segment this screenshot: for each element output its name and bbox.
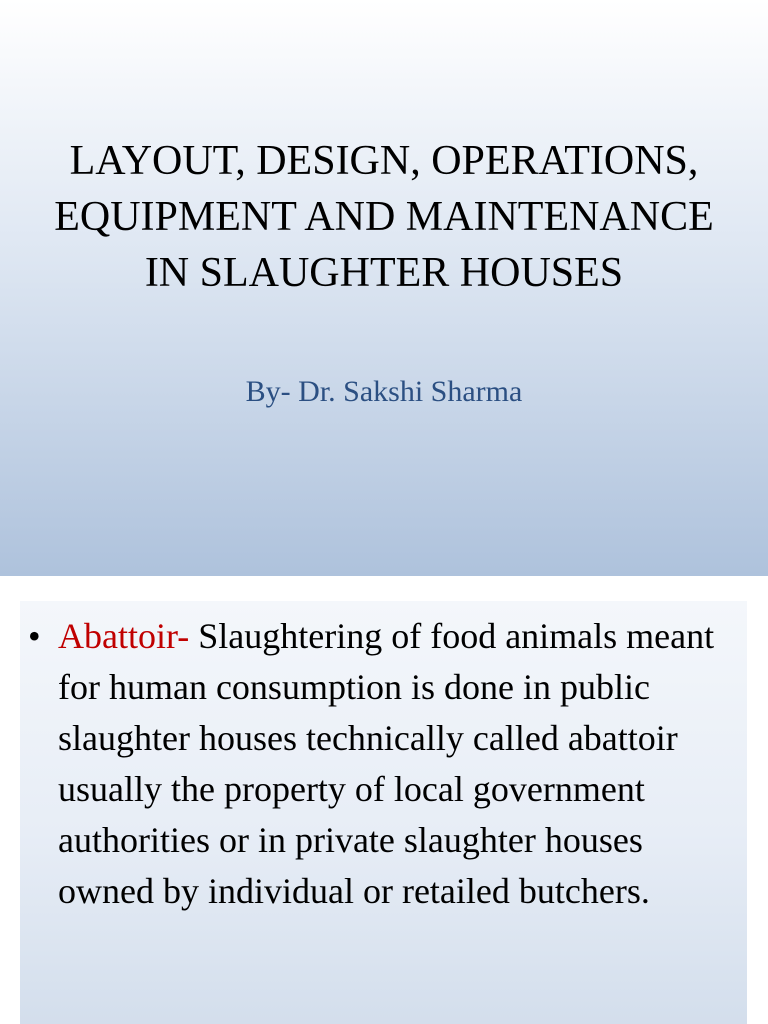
bullet-icon: • <box>28 616 41 656</box>
bullet-point <box>28 611 733 917</box>
term-definition: Slaughtering of food animals meant for human consumption is done in public slaughter houses technically called abattoir usually the property of local government authorities or in private slaughter houses owned by individual or retailed butchers. <box>58 616 715 911</box>
author-byline: By- Dr. Sakshi Sharma <box>245 375 523 408</box>
term-abattoir: Abattoir- <box>58 616 190 656</box>
slide-title: LAYOUT, DESIGN, OPERATIONS, EQUIPMENT AND MAINTENANCE IN SLAUGHTER HOUSES <box>54 138 714 296</box>
content-slide <box>20 601 747 1024</box>
bullet-text <box>58 611 733 917</box>
